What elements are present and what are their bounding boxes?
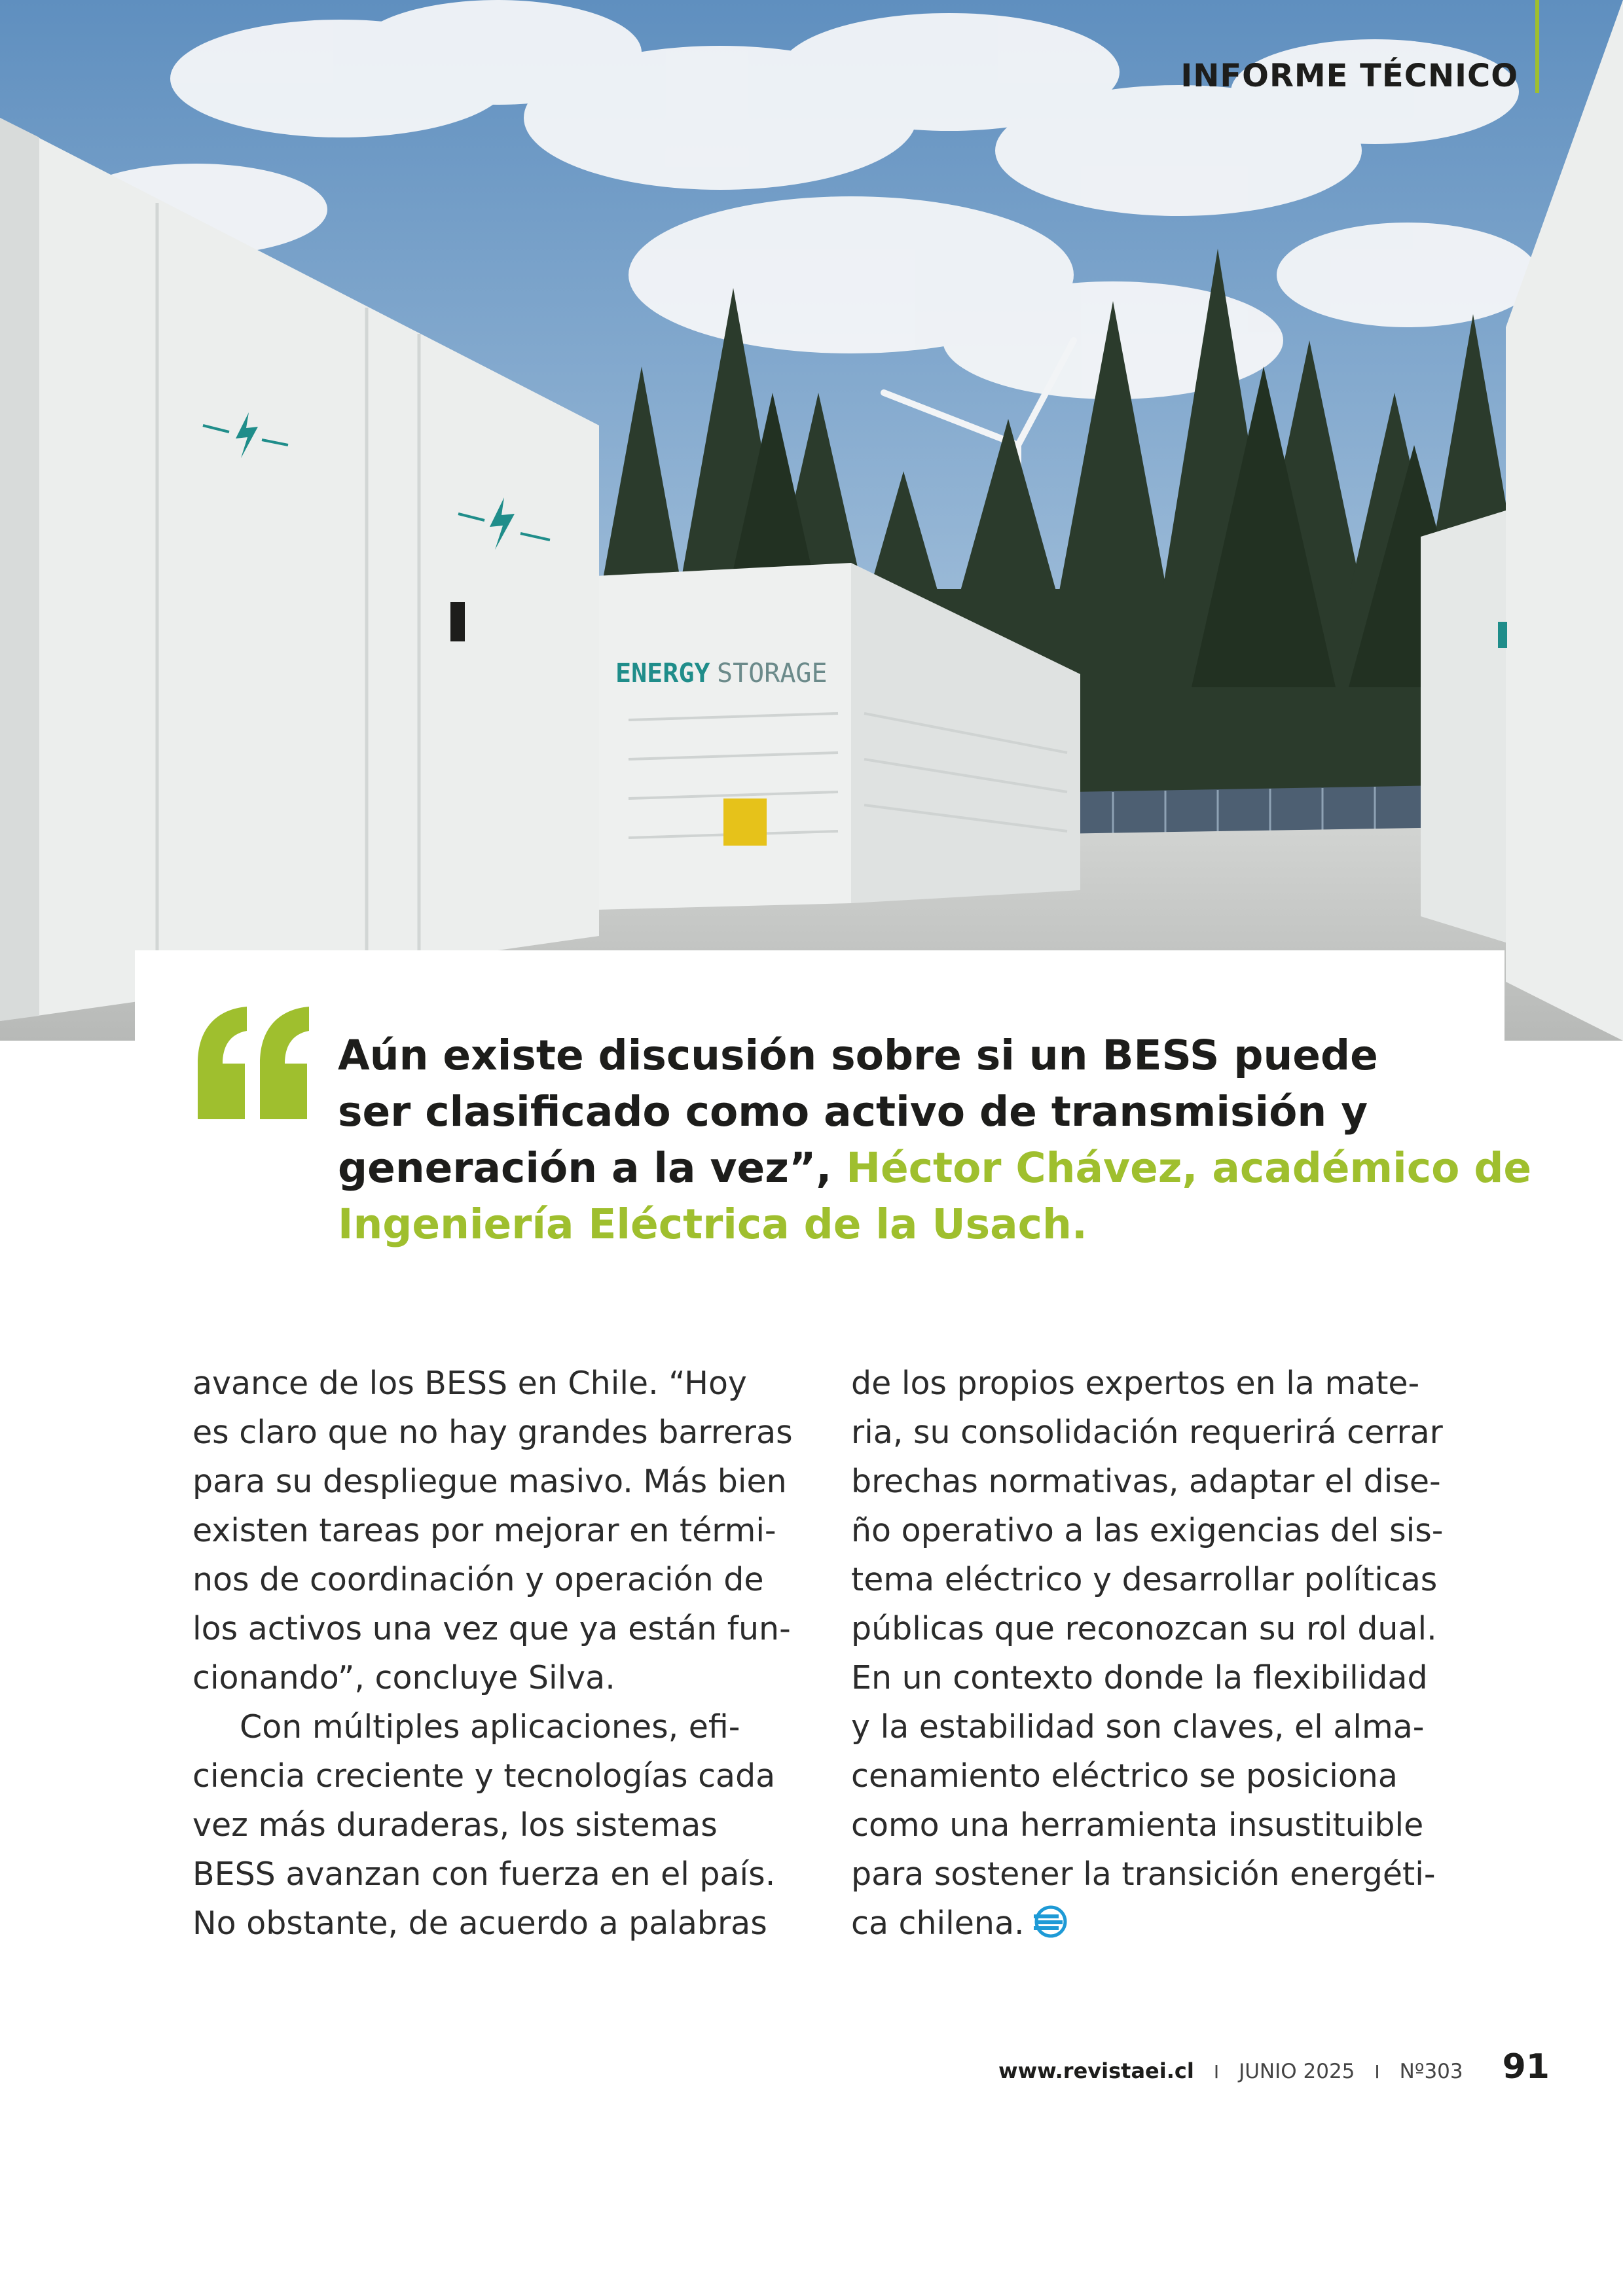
page-footer — [998, 2047, 1550, 2087]
body-line: como una herramienta insustituible — [851, 1806, 1424, 1844]
solar-panels — [1074, 785, 1440, 834]
body-column-right — [851, 1359, 1453, 1948]
pull-quote-attribution: Héctor Chávez, académico de — [846, 1144, 1532, 1192]
body-line: públicas que reconozcan su rol dual. — [851, 1610, 1437, 1647]
body-line: No obstante, de acuerdo a palabras — [192, 1905, 767, 1942]
body-line: En un contexto donde la flexibilidad — [851, 1659, 1428, 1696]
pull-quote-attribution: Ingeniería Eléctrica de la Usach. — [338, 1200, 1087, 1248]
end-of-article-icon — [1031, 1905, 1069, 1938]
quote-mark-icon — [191, 1001, 316, 1126]
section-tag-bar — [1535, 0, 1539, 93]
body-line: para sostener la transición energéti- — [851, 1856, 1436, 1893]
body-line: ca chilena. — [851, 1905, 1025, 1942]
footer-separator: I — [1374, 2061, 1380, 2083]
footer-issue: Nº303 — [1399, 2060, 1463, 2083]
body-line: es claro que no hay grandes barreras — [192, 1414, 793, 1451]
body-line: brechas normativas, adaptar el dise- — [851, 1463, 1441, 1500]
body-column-left — [192, 1359, 795, 1948]
body-line: de los propios expertos en la mate- — [851, 1365, 1420, 1402]
body-line: los activos una vez que ya están fun- — [192, 1610, 791, 1647]
body-line: cenamiento eléctrico se posiciona — [851, 1757, 1398, 1795]
body-line: avance de los BESS en Chile. “Hoy — [192, 1365, 747, 1402]
body-line: vez más duraderas, los sistemas — [192, 1806, 718, 1844]
body-line: Con múltiples aplicaciones, efi- — [240, 1708, 740, 1746]
footer-separator: I — [1213, 2061, 1220, 2083]
body-line: tema eléctrico y desarrollar políticas — [851, 1561, 1438, 1598]
body-line: para su despliegue masivo. Más bien — [192, 1463, 787, 1500]
body-line: cionando”, concluye Silva. — [192, 1659, 615, 1696]
body-line: nos de coordinación y operación de — [192, 1561, 764, 1598]
footer-website: www.revistaei.cl — [998, 2058, 1194, 2083]
pull-quote-line: ser clasificado como activo de transmisión y — [338, 1088, 1368, 1136]
page-number: 91 — [1502, 2047, 1550, 2087]
container-brand-storage: STORAGE — [717, 658, 828, 689]
body-line: y la estabilidad son claves, el alma- — [851, 1708, 1425, 1746]
footer-date: JUNIO 2025 — [1239, 2060, 1355, 2083]
body-line: ciencia creciente y tecnologías cada — [192, 1757, 776, 1795]
body-line: ria, su consolidación requerirá cerrar — [851, 1414, 1443, 1451]
pull-quote-line: Aún existe discusión sobre si un BESS puede — [338, 1031, 1378, 1079]
container-brand-energy: ENERGY — [615, 658, 710, 689]
pull-quote-line: generación a la vez”, — [338, 1144, 832, 1192]
header-photo-energy-storage — [0, 0, 1623, 1041]
body-line: ño operativo a las exigencias del sis- — [851, 1512, 1444, 1549]
pull-quote — [338, 1028, 1532, 1253]
section-tag: INFORME TÉCNICO — [1180, 58, 1518, 94]
body-line: existen tareas por mejorar en térmi- — [192, 1512, 776, 1549]
body-line: BESS avanzan con fuerza en el país. — [192, 1856, 776, 1893]
